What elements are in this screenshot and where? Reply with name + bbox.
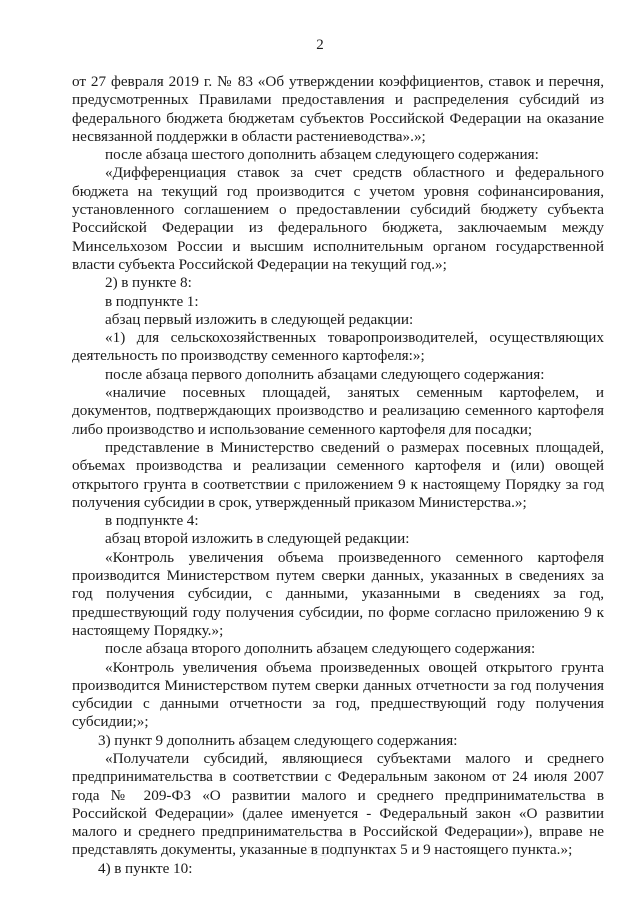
paragraph: абзац первый изложить в следующей редакции: — [105, 310, 414, 328]
paragraph: 3) пункт 9 дополнить абзацем следующего содержания: — [98, 731, 458, 749]
paragraph: после абзаца второго дополнить абзацем следующего содержания: — [105, 640, 536, 658]
paragraph: «наличие посевных площадей, занятых семенным картофелем, и документов, подтверждающих производство и реализацию семенного картофеля либо производство и использование семенного картофеля для посадки; — [72, 384, 604, 438]
paragraph: «Получатели субсидий, являющиеся субъектами малого и среднего предпринимательства в соответствии с Федеральным законом от 24 июля 2007 года № 209-ФЗ «О развитии малого и среднего предпринимательства в Российской Федерации» (далее именуется - Федеральный закон «О развитии малого и среднего предпринимательства в Российской Федерации»), вправе не представлять документы, указанные в подпунктах 5 и 9 настоящего пункта.»; — [72, 749, 604, 859]
paragraph: 4) в пункте 10: — [98, 859, 193, 877]
paragraph: «Контроль увеличения объема произведенных овощей открытого грунта производится Министерством путем сверки данных отчетности за год получения субсидии с данными отчетности за год, предшествующий году получения субсидии;»; — [72, 658, 604, 731]
paragraph: после абзаца первого дополнить абзацами следующего содержания: — [105, 365, 545, 383]
paragraph: от 27 февраля 2019 г. № 83 «Об утверждении коэффициентов, ставок и перечня, предусмотренных Правилами предоставления и распределения субсидий из федерального бюджета бюджетам субъектов Российской Федерации на оказание несвязанной поддержки в области растениеводства».»; — [72, 73, 604, 145]
document-body — [72, 73, 604, 878]
paragraph: после абзаца шестого дополнить абзацем следующего содержания: — [105, 146, 539, 164]
paragraph: «Дифференциация ставок за счет средств областного и федерального бюджета на текущий год производится с учетом уровня софинансирования, установленного соглашением о предоставлении субсидий бюджету субъекта Российской Федерации из федерального бюджета, заключаемым между Минсельхозом России и высшим исполнительным органом государственной власти субъекта Российской Федерации на текущий год.»; — [72, 164, 604, 273]
paragraph: «Контроль увеличения объема произведенного семенного картофеля производится Министерством путем сверки данных, указанных в сведениях за год получения субсидии, с данными, указанными в сведениях за год, предшествующий году получения субсидии, по форме согласно приложению 9 к настоящему Порядку.»; — [72, 548, 604, 639]
paragraph: абзац второй изложить в следующей редакции: — [105, 530, 410, 548]
paragraph: в подпункте 1: — [105, 292, 199, 310]
paragraph: в подпункте 4: — [105, 512, 199, 530]
paragraph: представление в Министерство сведений о размерах посевных площадей, объемах производства и реализации семенного картофеля и (или) овощей открытого грунта в соответствии с приложением 9 к настоящему Порядку за год получения субсидии в срок, утвержденный приказом Министерства.»; — [72, 438, 604, 511]
paragraph: 2) в пункте 8: — [105, 274, 192, 292]
paragraph: «1) для сельскохозяйственных товаропроизводителей, осуществляющих деятельность по производству семенного картофеля:»; — [72, 329, 604, 365]
page-number: 2 — [316, 37, 324, 53]
